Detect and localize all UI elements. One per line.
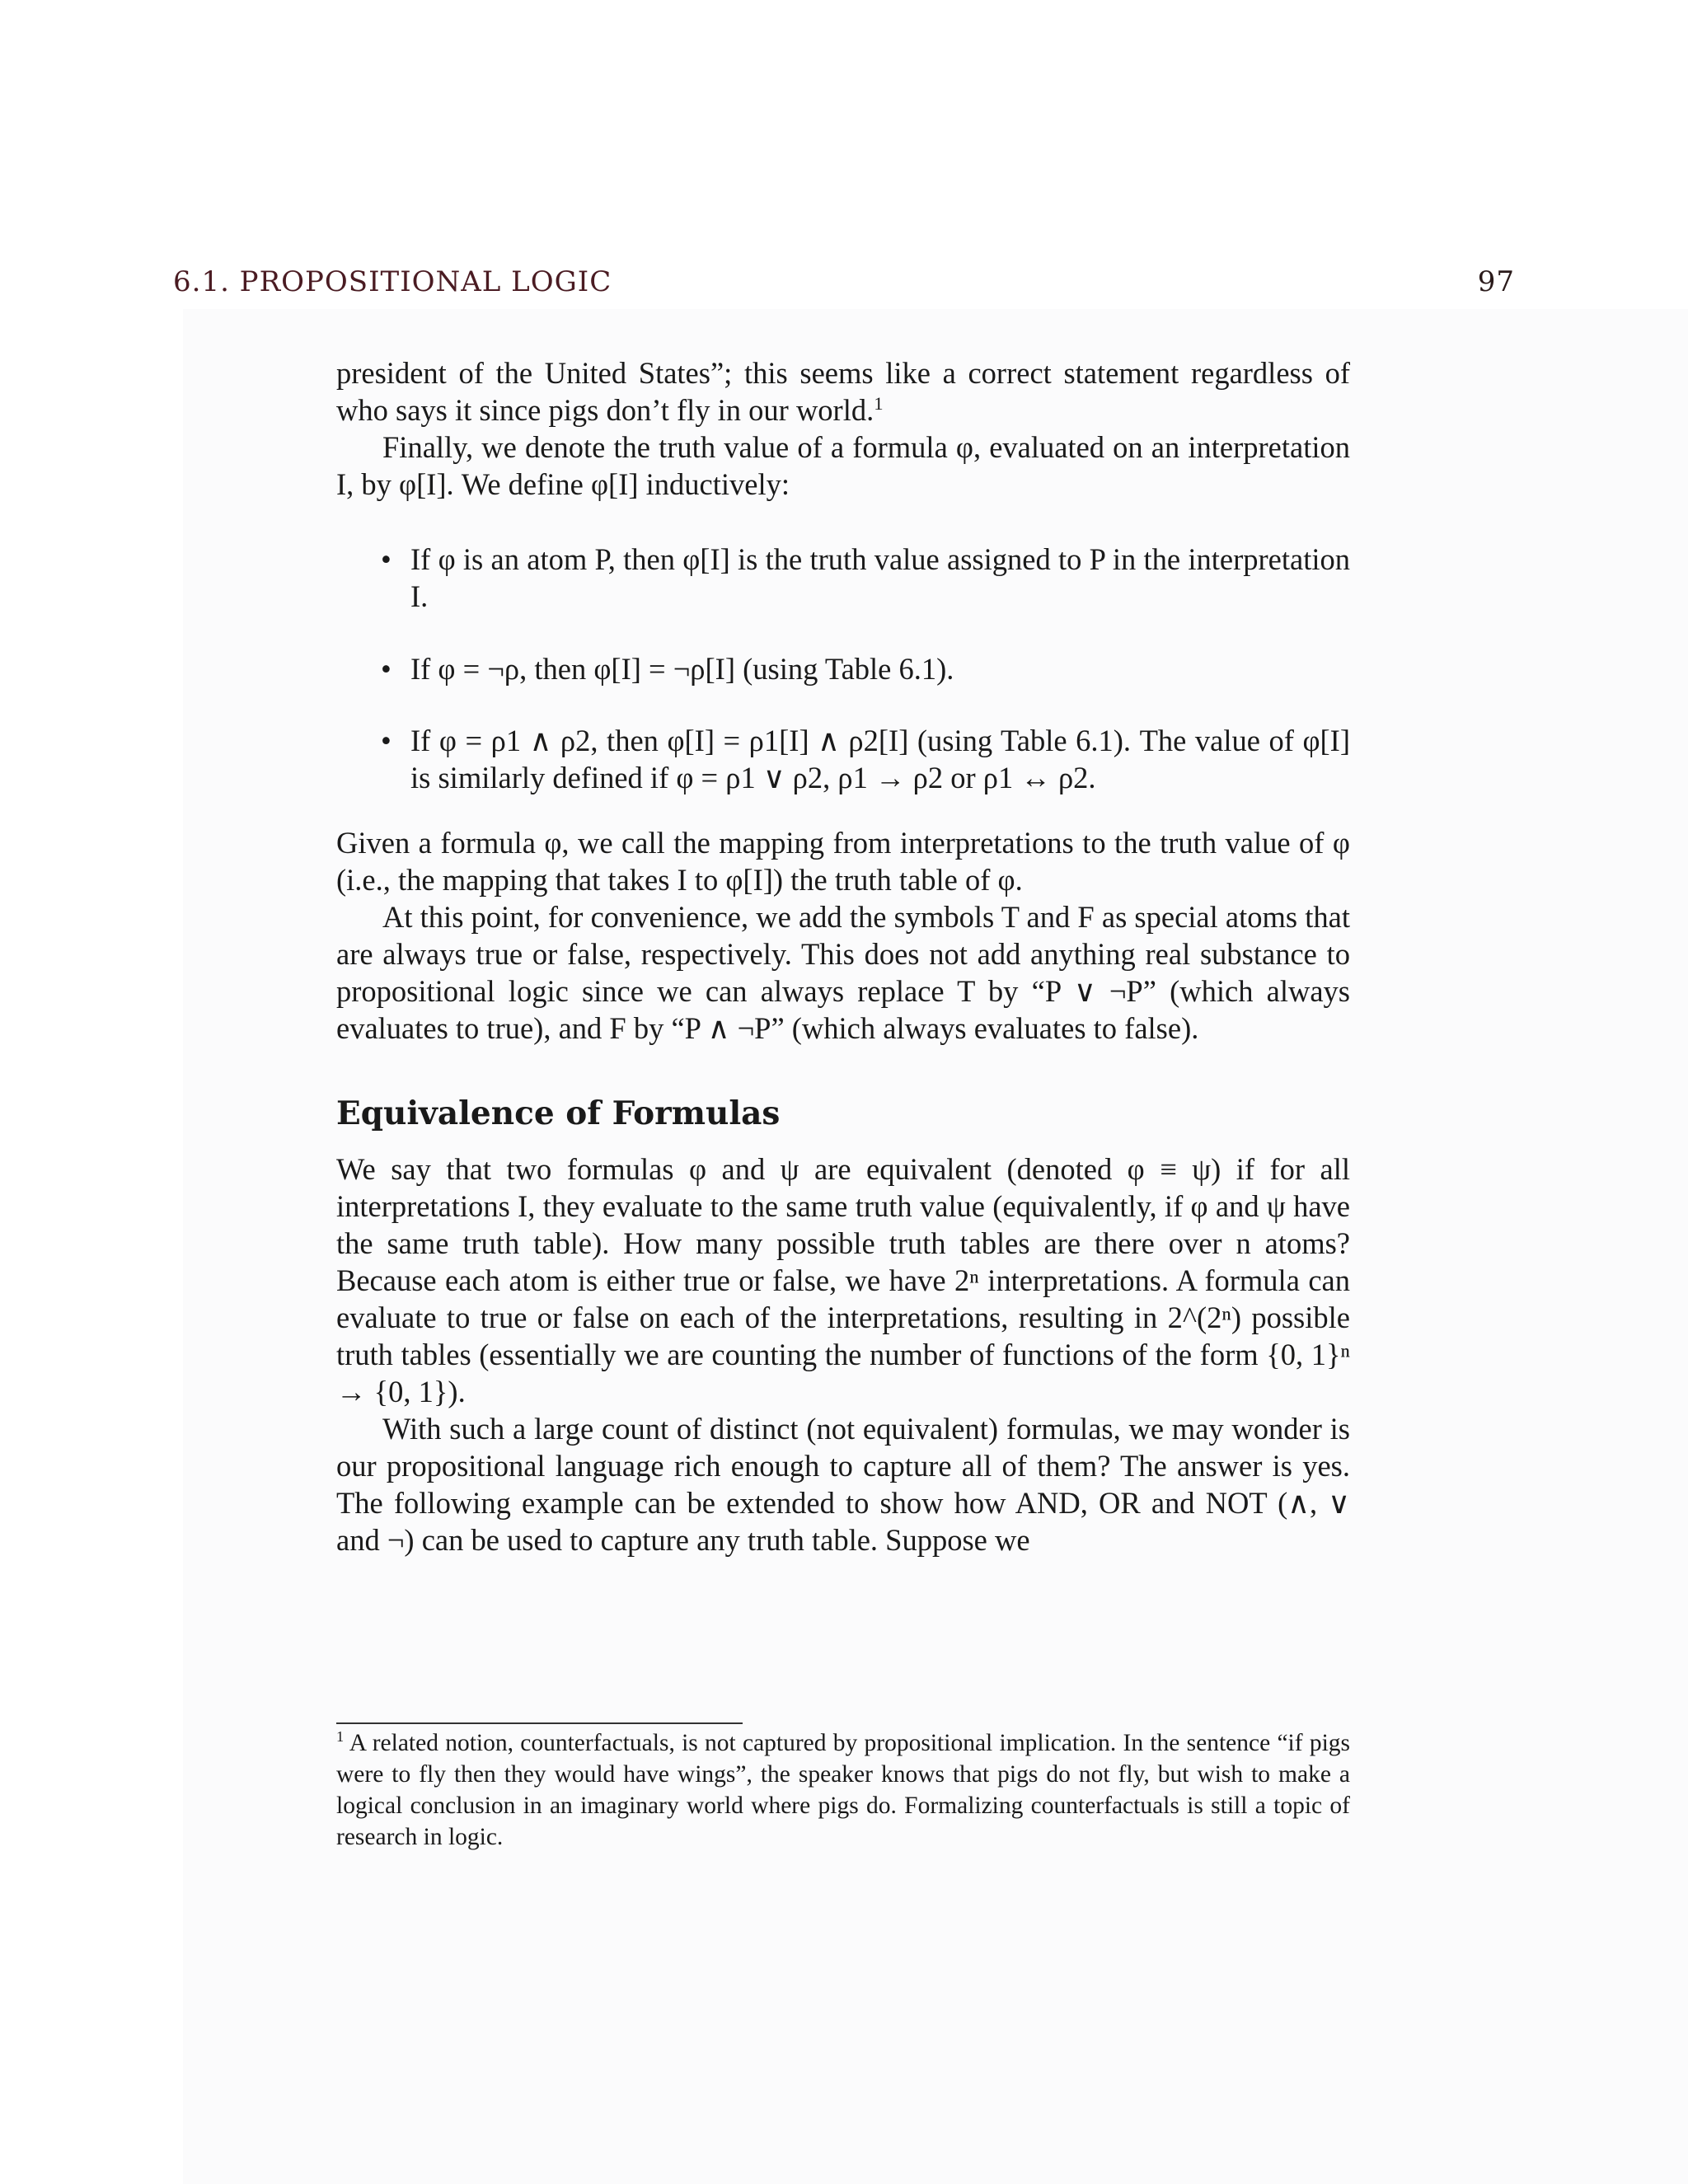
paragraph-3: Given a formula φ, we call the mapping from interpretations to the truth value of φ (i.e., the mapping that takes I to φ[I]) the truth table of φ. [336, 826, 1350, 897]
list-item: • If φ = ¬ρ, then φ[I] = ¬ρ[I] (using Table 6.1). [336, 650, 1350, 687]
footnote-marker: 1 [336, 1728, 345, 1746]
paragraph-5: We say that two formulas φ and ψ are equivalent (denoted φ ≡ ψ) if for all interpretations I, they evaluate to the same truth value (equivalently, if φ and ψ have the same truth table). How many possible truth tables are there over n atoms? Because each atom is either true or false, we have 2ⁿ interpretations. A formula can evaluate to true or false on each of the interpretations, resulting in 2^(2ⁿ) possible truth tables (essentially we are counting the number of functions of the form {0, 1}ⁿ → {0, 1}). [336, 1152, 1350, 1408]
page-number: 97 [1477, 265, 1515, 298]
list-item: • If φ = ρ1 ∧ ρ2, then φ[I] = ρ1[I] ∧ ρ2[I] (using Table 6.1). The value of φ[I] is similarly defined if φ = ρ1 ∨ ρ2, ρ1 → ρ2 or ρ1 ↔ ρ2. [336, 722, 1350, 796]
footnote-rule [336, 1722, 743, 1724]
footnote-text: A related notion, counterfactuals, is not captured by propositional implication. In the sentence “if pigs were to fly then they would have wings”, the speaker knows that pigs do not fly, but wish to make a logical conclusion in an imaginary world where pigs do. Formalizing counterfactuals is still a topic of research in logic. [336, 1730, 1350, 1850]
main-text [336, 354, 1350, 1558]
paragraph-1-text: president of the United States”; this seems like a correct statement regardless of who says it since pigs don’t fly in our world. [336, 356, 1350, 427]
footnote-ref: 1 [874, 392, 884, 414]
chapter-title: 6.1. PROPOSITIONAL LOGIC [173, 265, 612, 298]
paragraph-6: With such a large count of distinct (not equivalent) formulas, we may wonder is our propositional language rich enough to capture all of them? The answer is yes. The following example can be extended to show how AND, OR and NOT (∧, ∨ and ¬) can be used to capture any truth table. Suppose we [336, 1412, 1350, 1557]
section-heading: Equivalence of Formulas [336, 1094, 781, 1132]
paragraph-1 [336, 354, 1350, 429]
paragraph-4: At this point, for convenience, we add the symbols T and F as special atoms that are always true or false, respectively. This does not add anything real substance to propositional logic since we can always replace T by “P ∨ ¬P” (which always evaluates to true), and F by “P ∧ ¬P” (which always evaluates to false). [336, 900, 1350, 1045]
paragraph-2: Finally, we denote the truth value of a formula φ, evaluated on an interpretation I, by φ[I]. We define φ[I] inductively: [336, 430, 1350, 501]
running-header [173, 265, 1515, 302]
list-item: • If φ is an atom P, then φ[I] is the truth value assigned to P in the interpretation I. [336, 541, 1350, 615]
footnote [336, 1727, 1350, 1853]
definition-list [336, 541, 1350, 796]
